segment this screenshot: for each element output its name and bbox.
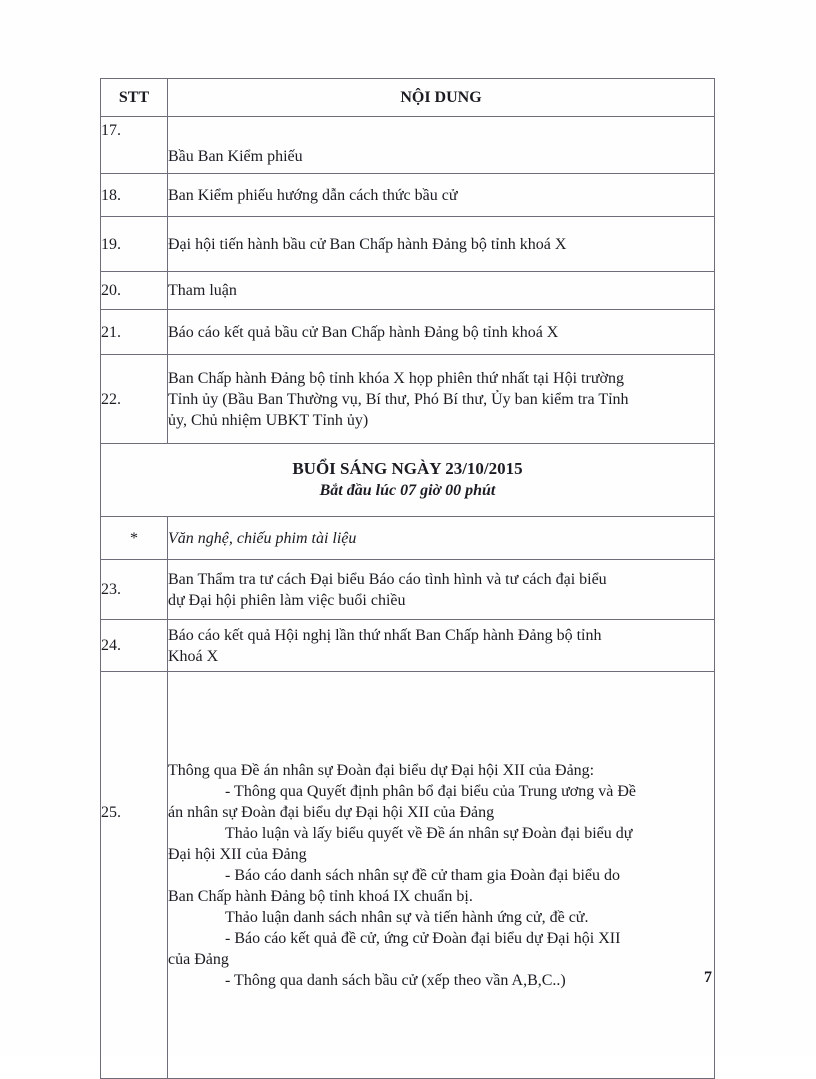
row-content	[168, 672, 715, 1079]
row-content	[168, 517, 715, 560]
table-row	[101, 272, 715, 310]
content-line: Thảo luận và lấy biểu quyết về Đề án nhân sự Đoàn đại biểu dự	[225, 824, 633, 842]
page-number: 7	[704, 969, 712, 986]
session-header-row	[101, 444, 715, 517]
content-line: Đại hội XII của Đảng	[168, 845, 307, 863]
table-row	[101, 672, 715, 1079]
content-line: Bầu Ban Kiểm phiếu	[168, 148, 303, 165]
row-content	[168, 310, 715, 355]
content-line: án nhân sự Đoàn đại biểu dự Đại hội XII của Đảng	[168, 803, 495, 821]
table-row	[101, 517, 715, 560]
row-content	[168, 560, 715, 620]
row-content	[168, 272, 715, 310]
row-content	[168, 620, 715, 672]
content-line: - Thông qua Quyết định phân bổ đại biểu của Trung ương và Đề	[225, 782, 636, 800]
content-line: - Thông qua danh sách bầu cử (xếp theo vần A,B,C..)	[225, 971, 566, 989]
content-line: Ban Thẩm tra tư cách Đại biểu Báo cáo tình hình và tư cách đại biểu	[168, 570, 607, 588]
content-line: Khoá X	[168, 647, 219, 665]
table-row	[101, 620, 715, 672]
content-line: Ban Chấp hành Đảng bộ tỉnh khóa X họp phiên thứ nhất tại Hội trường	[168, 369, 624, 387]
session-header	[101, 444, 715, 517]
table-row	[101, 355, 715, 444]
content-line: Thông qua Đề án nhân sự Đoàn đại biểu dự Đại hội XII của Đảng:	[168, 761, 595, 779]
table-row	[101, 117, 715, 174]
content-line: Ban Chấp hành Đảng bộ tỉnh khoá IX chuẩn bị.	[168, 887, 473, 905]
content-line: Báo cáo kết quả Hội nghị lần thứ nhất Ban Chấp hành Đảng bộ tỉnh	[168, 626, 602, 644]
row-number: 24.	[101, 620, 168, 672]
content-line: của Đảng	[168, 950, 229, 968]
content-line: Ban Kiểm phiếu hướng dẫn cách thức bầu cử	[168, 186, 458, 204]
table-row	[101, 217, 715, 272]
row-content	[168, 217, 715, 272]
table-row	[101, 560, 715, 620]
content-line: Báo cáo kết quả bầu cử Ban Chấp hành Đảng bộ tỉnh khoá X	[168, 323, 559, 341]
header-stt: STT	[101, 79, 168, 117]
row-number: 19.	[101, 217, 168, 272]
content-line: Thảo luận danh sách nhân sự và tiến hành ứng cử, đề cử.	[225, 908, 589, 926]
content-line: Văn nghệ, chiếu phim tài liệu	[168, 529, 357, 547]
table-header-row	[101, 79, 715, 117]
table-row	[101, 310, 715, 355]
content-line: dự Đại hội phiên làm việc buổi chiều	[168, 591, 406, 609]
row-content	[168, 355, 715, 444]
content-line: ủy, Chủ nhiệm UBKT Tỉnh ủy)	[168, 411, 369, 429]
row-number: 17.	[101, 117, 168, 174]
row-content	[168, 174, 715, 217]
content-line: - Báo cáo kết quả đề cử, ứng cử Đoàn đại biểu dự Đại hội XII	[225, 929, 621, 947]
session-start-time: Bắt đầu lúc 07 giờ 00 phút	[319, 482, 496, 499]
content-line: Tham luận	[168, 282, 237, 299]
row-number: 20.	[101, 272, 168, 310]
session-title: BUỔI SÁNG NGÀY 23/10/2015	[292, 459, 523, 478]
row-number: 22.	[101, 355, 168, 444]
row-number: 18.	[101, 174, 168, 217]
row-number: 23.	[101, 560, 168, 620]
row-number: 21.	[101, 310, 168, 355]
agenda-table	[100, 78, 715, 1079]
content-line: - Báo cáo danh sách nhân sự đề cử tham gia Đoàn đại biểu do	[225, 866, 620, 884]
header-content: NỘI DUNG	[168, 79, 715, 117]
row-number: 25.	[101, 672, 168, 1079]
table-row	[101, 174, 715, 217]
row-number: *	[101, 517, 168, 560]
content-line: Tỉnh ủy (Bầu Ban Thường vụ, Bí thư, Phó Bí thư, Ủy ban kiểm tra Tỉnh	[168, 390, 629, 408]
content-line: Đại hội tiến hành bầu cử Ban Chấp hành Đảng bộ tỉnh khoá X	[168, 235, 567, 253]
row-content	[168, 117, 715, 174]
